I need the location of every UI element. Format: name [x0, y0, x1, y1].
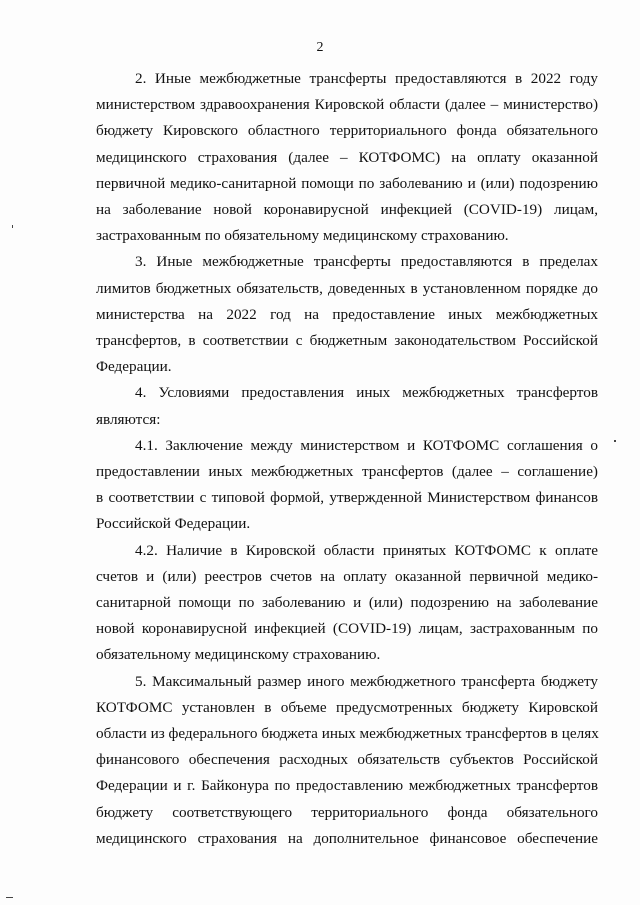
paragraph: [96, 538, 598, 669]
text-line: счетов и (или) реестров счетов на оплату оказанной первичной медико-: [96, 567, 598, 585]
text-line: министерством здравоохранения Кировской области (далее – министерство): [96, 96, 598, 114]
paragraph: [96, 669, 598, 852]
text-line: предоставлении иных межбюджетных трансфертов (далее – соглашение): [96, 463, 598, 481]
text-line: первичной медико-санитарной помощи по заболеванию и (или) подозрению: [96, 174, 598, 192]
text-line: застрахованным по обязательному медицинскому страхованию.: [96, 227, 509, 245]
text-line: бюджету Кировского областного территориального фонда обязательного: [96, 122, 598, 140]
page-number: 2: [316, 40, 324, 55]
text-line: в соответствии с типовой формой, утвержденной Министерством финансов: [96, 489, 598, 507]
text-line: КОТФОМС установлен в объеме предусмотренных бюджету Кировской: [96, 698, 598, 716]
text-line: являются:: [96, 410, 161, 428]
paragraph: [96, 433, 598, 538]
text-line: лимитов бюджетных обязательств, доведенных в установленном порядке до: [96, 279, 598, 297]
scan-speck: [6, 897, 13, 898]
document-body: [96, 66, 598, 852]
text-line: 4.1. Заключение между министерством и КОТФОМС соглашения о: [135, 436, 598, 454]
paragraph: [96, 380, 598, 432]
text-line: бюджету соответствующего территориального фонда обязательного: [96, 803, 598, 821]
scan-speck: [12, 225, 13, 228]
text-line: министерства на 2022 год на предоставление иных межбюджетных: [96, 305, 598, 323]
scan-speck: [614, 440, 616, 442]
text-line: 5. Максимальный размер иного межбюджетного трансферта бюджету: [135, 672, 598, 690]
text-line: Российской Федерации.: [96, 515, 251, 533]
text-line: 4.2. Наличие в Кировской области принятых КОТФОМС к оплате: [135, 541, 598, 559]
paragraph: [96, 249, 598, 380]
text-line: 2. Иные межбюджетные трансферты предоставляются в 2022 году: [135, 70, 598, 87]
text-line: Федерации и г. Байконура по предоставлению межбюджетных трансфертов: [96, 777, 598, 795]
text-line: медицинского страхования на дополнительное финансовое обеспечение: [96, 829, 598, 847]
text-line: финансового обеспечения расходных обязательств субъектов Российской: [96, 751, 598, 769]
text-line: области из федерального бюджета иных межбюджетных трансфертов в целях: [96, 725, 599, 743]
text-line: на заболевание новой коронавирусной инфекцией (COVID-19) лицам,: [96, 201, 598, 219]
text-line: медицинского страхования (далее – КОТФОМС) на оплату оказанной: [96, 148, 598, 166]
paragraph: [96, 66, 598, 249]
text-line: трансфертов, в соответствии с бюджетным законодательством Российской: [96, 332, 598, 350]
text-line: санитарной помощи по заболеванию и (или) подозрению на заболевание: [96, 594, 598, 612]
text-line: 4. Условиями предоставления иных межбюджетных трансфертов: [135, 384, 598, 402]
text-line: обязательному медицинскому страхованию.: [96, 646, 381, 664]
text-line: 3. Иные межбюджетные трансферты предоставляются в пределах: [135, 253, 598, 271]
text-line: новой коронавирусной инфекцией (COVID-19) лицам, застрахованным по: [96, 620, 598, 638]
text-line: Федерации.: [96, 358, 172, 376]
